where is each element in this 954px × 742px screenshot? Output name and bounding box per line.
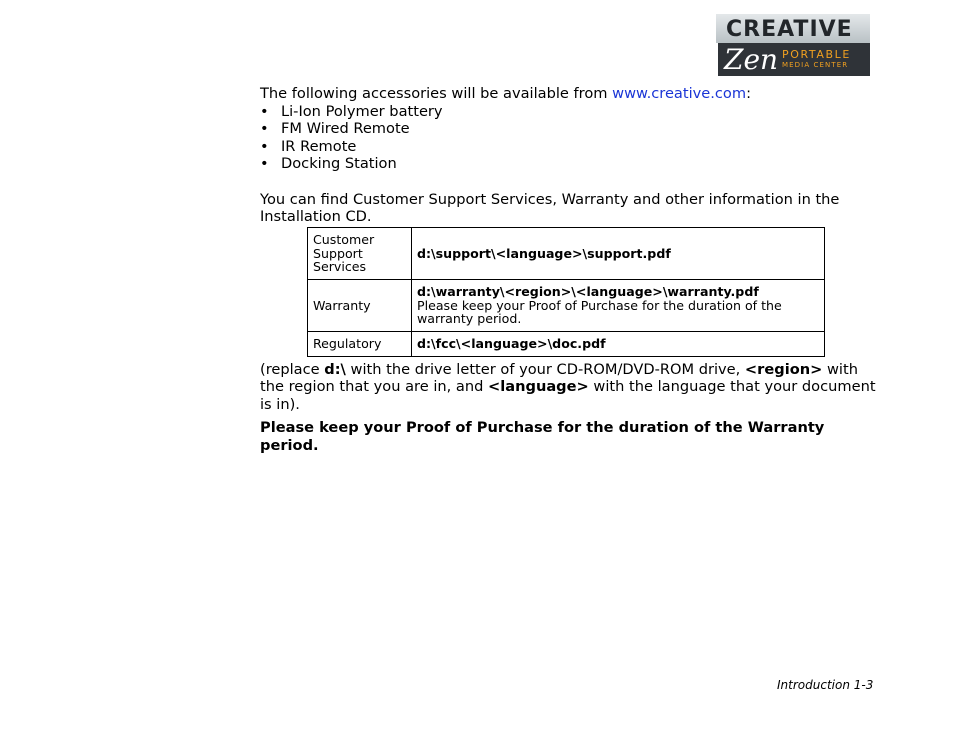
intro-text: The following accessories will be available from [260,85,613,102]
logo-line1: PORTABLE [782,48,851,61]
replace-text: with the drive letter of your CD-ROM/DVD-ROM drive, [345,360,745,378]
list-item: • IR Remote [260,138,880,156]
replace-text: (replace [260,360,325,378]
creative-website-link[interactable]: www.creative.com [612,85,747,102]
replace-text: with the region that you are in, and [260,360,858,396]
warranty-warning: Please keep your Proof of Purchase for the duration of the Warranty period. [260,419,825,454]
support-paragraph: You can find Customer Support Services, Warranty and other information in the Installation CD. [260,190,840,226]
logo-product: Zen [724,43,779,76]
row-label: Warranty [308,279,412,331]
logo-brand: CREATIVE [726,17,853,42]
drive-token: d:\ [324,360,346,378]
row-label: Regulatory [308,331,412,356]
table-row [308,279,825,331]
replace-text: with the language that your document is in). [260,378,876,413]
table-row [308,331,825,356]
file-path: d:\warranty\<region>\<language>\warranty.pdf [417,284,759,300]
list-item: • Docking Station [260,155,880,173]
row-value [412,331,825,356]
row-value [412,227,825,279]
list-item: • FM Wired Remote [260,120,880,138]
page-footer: Introduction 1-3 [777,678,874,692]
file-path: d:\fcc\<language>\doc.pdf [417,336,606,352]
intro-colon: : [746,85,751,102]
row-value [412,279,825,331]
row-note: Please keep your Proof of Purchase for the duration of the warranty period. [417,297,782,327]
row-label: Customer Support Services [308,227,412,279]
page-content [260,85,880,454]
intro-paragraph [260,85,880,103]
logo-bottom-band [718,43,870,76]
file-path: d:\support\<language>\support.pdf [417,245,671,261]
table-row [308,227,825,279]
accessories-list [260,103,880,173]
logo-line2: MEDIA CENTER [782,61,849,69]
region-token: <region> [744,360,823,378]
document-locations-table [307,227,825,357]
list-item: • Li-Ion Polymer battery [260,103,880,121]
language-token: <language> [488,378,589,396]
replace-note [260,361,880,414]
logo-top-band [716,14,870,43]
creative-zen-logo [716,14,870,76]
